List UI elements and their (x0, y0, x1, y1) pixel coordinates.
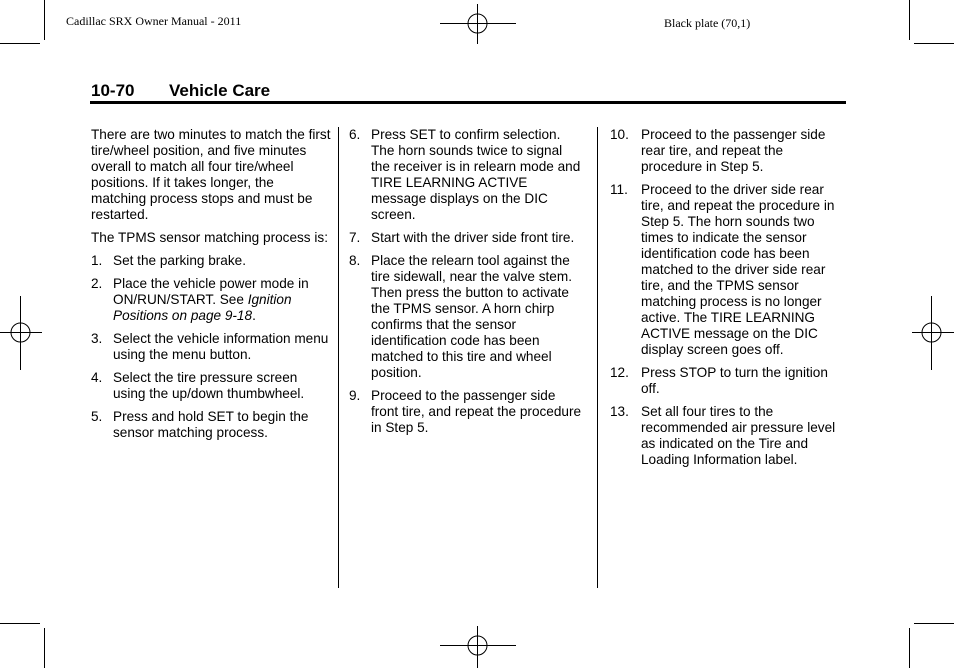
step-number: 2. (91, 276, 103, 291)
crop-mark (44, 0, 45, 40)
column-1 (91, 127, 331, 448)
step-number: 4. (91, 370, 103, 385)
page-number: 10-70 (91, 81, 135, 100)
list-item (349, 127, 583, 223)
step-text: Proceed to the driver side rear tire, and repeat the procedure in Step 5. The horn sounds two times to indicate the sensor identification code has been matched to the driver side rear tire, and the TPMS sensor matching process is no longer active. The TIRE LEARNING ACTIVE message on the DIC display screen goes off. (641, 182, 835, 357)
step-text-end: . (252, 308, 256, 323)
column-3 (610, 127, 846, 475)
crop-mark (0, 623, 40, 624)
step-text: Select the vehicle information menu using the menu button. (113, 331, 329, 362)
crop-mark (909, 628, 910, 668)
step-number: 11. (610, 182, 628, 197)
intro-paragraph: The TPMS sensor matching process is: (91, 230, 328, 245)
step-number: 10. (610, 127, 629, 142)
step-text: Press SET to confirm selection. The horn sounds twice to signal the receiver is in relearn mode and TIRE LEARNING ACTIVE message displays on the DIC screen. (371, 127, 581, 222)
heading-rule (90, 101, 846, 104)
intro-paragraph: There are two minutes to match the first tire/wheel position, and five minutes overall to match all four tire/wheel positions. If it takes longer, the matching process stops and must be restarted. (91, 127, 331, 222)
column-divider (338, 127, 339, 588)
step-number: 8. (349, 253, 361, 268)
registration-mark-left (0, 296, 42, 370)
step-number: 1. (91, 253, 103, 268)
list-item (91, 409, 331, 441)
section-title: Vehicle Care (169, 81, 271, 100)
step-text (113, 276, 331, 324)
step-number: 6. (349, 127, 361, 142)
step-text-main: Place the vehicle power mode in ON/RUN/START. See (113, 276, 309, 307)
list-item (610, 404, 846, 468)
column-divider (597, 127, 598, 588)
crop-mark (44, 628, 45, 668)
step-number: 13. (610, 404, 629, 419)
list-item (610, 365, 846, 397)
crop-mark (914, 43, 954, 44)
step-text: Place the relearn tool against the tire sidewall, near the valve stem. Then press the button to activate the TPMS sensor. A horn chirp confirms that the sensor identification code has been matched to this tire and wheel position. (371, 253, 572, 380)
step-number: 5. (91, 409, 103, 424)
step-text: Set all four tires to the recommended air pressure level as indicated on the Tire and Loading Information label. (641, 404, 836, 467)
step-text: Start with the driver side front tire. (371, 230, 575, 245)
list-item (91, 331, 331, 363)
list-item (91, 370, 331, 402)
registration-mark-top (440, 4, 516, 44)
step-number: 7. (349, 230, 361, 245)
list-item (349, 230, 583, 246)
step-text: Proceed to the passenger side rear tire, and repeat the procedure in Step 5. (641, 127, 826, 174)
list-item (91, 253, 331, 269)
list-item (610, 127, 846, 175)
step-text: Set the parking brake. (113, 253, 246, 268)
step-text: Select the tire pressure screen using the up/down thumbwheel. (113, 370, 305, 401)
list-item (610, 182, 846, 358)
crop-mark (909, 0, 910, 40)
crop-mark (914, 623, 954, 624)
crop-mark (0, 43, 40, 44)
list-item (349, 388, 583, 436)
step-number: 3. (91, 331, 103, 346)
step-number: 12. (610, 365, 629, 380)
running-header-left: Cadillac SRX Owner Manual - 2011 (66, 14, 242, 28)
step-text: Press and hold SET to begin the sensor matching process. (113, 409, 309, 440)
step-number: 9. (349, 388, 361, 403)
step-text: Press STOP to turn the ignition off. (641, 365, 828, 396)
registration-mark-bottom (440, 626, 516, 668)
list-item (91, 276, 331, 324)
registration-mark-right (912, 296, 954, 370)
list-item (349, 253, 583, 381)
column-2 (349, 127, 583, 443)
running-header-right: Black plate (70,1) (664, 16, 751, 30)
step-text: Proceed to the passenger side front tire, and repeat the procedure in Step 5. (371, 388, 582, 435)
cross-reference-link[interactable]: Ignition Positions on page 9-18 (113, 292, 292, 323)
